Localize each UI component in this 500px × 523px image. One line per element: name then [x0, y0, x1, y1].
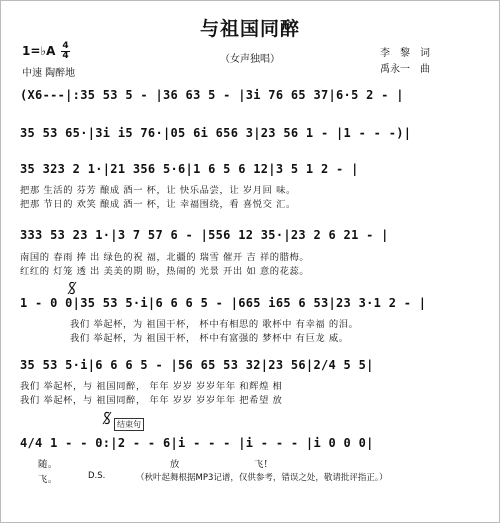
lyric-line-7-verse-1: 随。	[38, 459, 58, 470]
notation-line-3: 35 323 2 1·|21 356 5·6|1 6 5 6 12|3 5 1 2 - |	[20, 162, 359, 176]
notation-line-2: 35 53 65·|3i i5 76·|05 6i 656 3|23 56 1 - |1 - - -)|	[20, 126, 412, 140]
notation-line-7: 4/4 1 - - 0:|2 - - 6|i - - - |i - - - |i 0 0 0|	[20, 436, 374, 450]
composer-credit: 禹永一 曲	[380, 64, 430, 75]
lyric-line-6-verse-2: 我们 举起杯，与 祖国同醉， 年年 岁岁 岁岁年年 把希望 放	[20, 395, 283, 406]
time-signature-bottom: 4	[62, 51, 69, 61]
ending-label: 结束句	[114, 418, 144, 431]
tempo-marking: 中速 陶醉地	[22, 68, 76, 79]
segno-icon	[67, 280, 77, 296]
performance-type: （女声独唱）	[220, 54, 280, 65]
notation-line-6: 35 53 5·i|6 6 6 5 - |56 65 53 32|23 56|2/4 5 5|	[20, 358, 374, 372]
lyric-line-6-verse-1: 我们 举起杯，与 祖国同醉， 年年 岁岁 岁岁年年 和辉煌 相	[20, 381, 283, 392]
dal-segno-mark: D.S.	[88, 471, 106, 481]
lyricist-credit: 李 黎 词	[380, 48, 430, 59]
lyric-line-3-verse-2: 把那 节日的 欢笑 酿成 酒一 杯，让 幸福围绕，看 喜悦交 汇。	[20, 199, 296, 210]
lyric-line-4-verse-1: 南国的 春雨 捧 出 绿色的祝 福，北疆的 瑞雪 催开 吉 祥的腊梅。	[20, 252, 310, 263]
lyric-fei: 飞!	[254, 459, 269, 470]
lyric-line-5-verse-1: 我们 举起杯，为 祖国干杯， 杯中有相思的 歌杯中 有幸福 的泪。	[70, 319, 359, 330]
lyric-line-5-verse-2: 我们 举起杯，为 祖国干杯， 杯中有富强的 梦杯中 有巨龙 威。	[70, 333, 349, 344]
song-title: 与祖国同醉	[199, 18, 300, 40]
key-signature: 1=♭A	[22, 44, 56, 58]
lyric-line-7-verse-2: 飞。	[38, 474, 58, 485]
coda-segno-icon	[102, 410, 112, 426]
lyric-fang: 放	[170, 459, 180, 470]
notation-line-4: 333 53 23 1·|3 7 57 6 - |556 12 35·|23 2 6 21 - |	[20, 228, 389, 242]
transcription-note: （秋叶起舞根据MP3记谱，仅供参考，错误之处，敬请批评指正。）	[136, 473, 388, 483]
lyric-line-4-verse-2: 红红的 灯笼 透 出 美美的期 盼，热闹的 光景 开出 如 意的花蕊。	[20, 266, 310, 277]
lyric-line-3-verse-1: 把那 生活的 芬芳 酿成 酒一 杯，让 快乐品尝，让 岁月回 味。	[20, 185, 296, 196]
time-signature-top: 4	[62, 41, 69, 51]
notation-line-5: 1 - 0 0|35 53 5·i|6 6 6 5 - |665 i65 6 53|23 3·1 2 - |	[20, 296, 427, 310]
notation-line-1: (X6---|:35 53 5 - |36 63 5 - |3i 76 65 37|6·5 2 - |	[20, 88, 404, 102]
time-signature	[61, 42, 70, 61]
